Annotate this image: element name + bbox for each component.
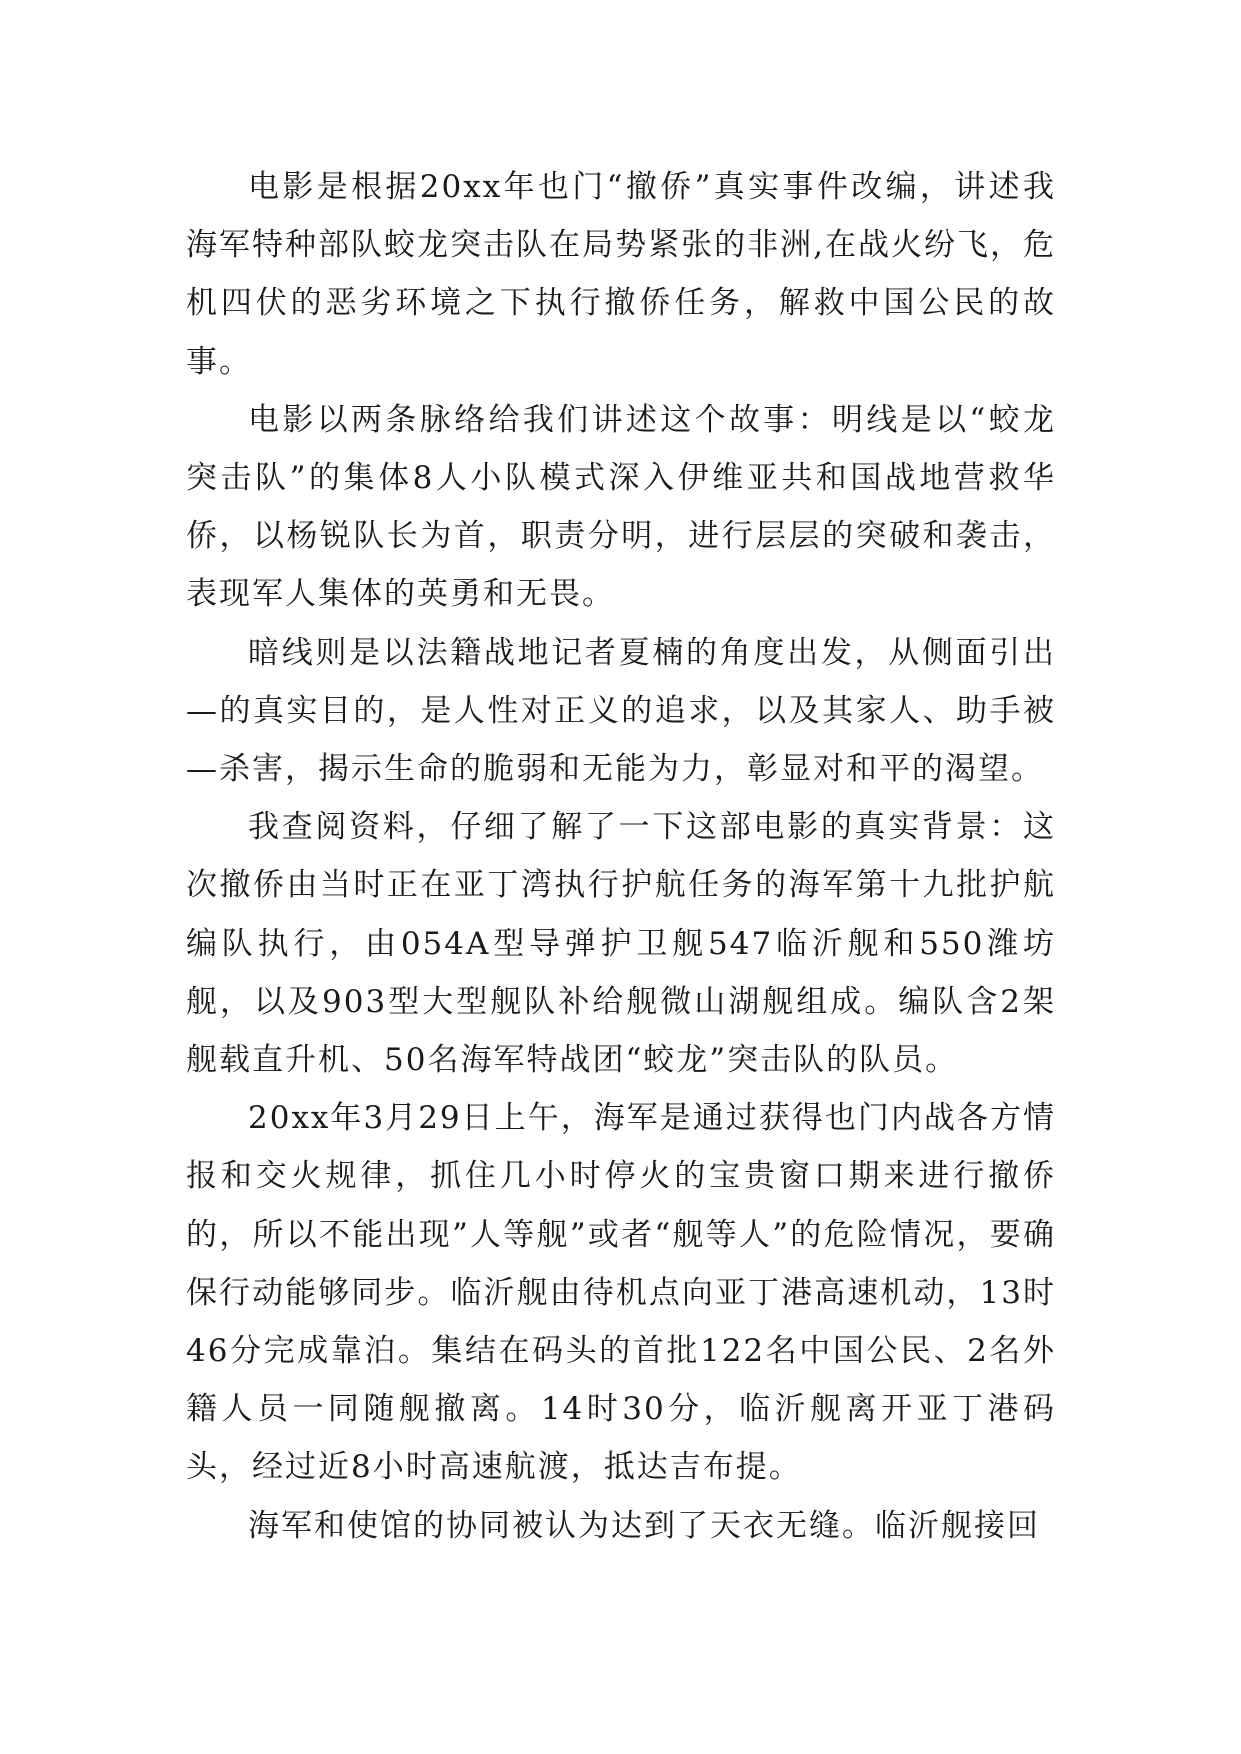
- paragraph-1: 电影是根据20xx年也门“撤侨”真实事件改编，讲述我海军特种部队蛟龙突击队在局势紧张的非洲,在战火纷飞，危机四伏的恶劣环境之下执行撤侨任务，解救中国公民的故事。: [186, 169, 1056, 380]
- paragraph-2: 电影以两条脉络给我们讲述这个故事：明线是以“蛟龙突击队”的集体8人小队模式深入伊维亚共和国战地营救华侨，以杨锐队长为首，职责分明，进行层层的突破和袭击，表现军人集体的英勇和无畏。: [186, 401, 1056, 613]
- paragraph-5: 20xx年3月29日上午，海军是通过获得也门内战各方情报和交火规律，抓住几小时停火的宝贵窗口期来进行撤侨的，所以不能出现”人等舰”或者“舰等人”的危险情况，要确保行动能够同步。临沂舰由待机点向亚丁港高速机动，13时46分完成靠泊。集结在码头的首批122名中国公民、2名外籍人员一同随舰撤离。14时30分，临沂舰离开亚丁港码头，经过近8小时高速航渡，抵达吉布提。: [186, 1100, 1056, 1486]
- paragraph-6: 海军和使馆的协同被认为达到了天衣无缝。临沂舰接回: [248, 1507, 1040, 1544]
- document-body: [186, 158, 1056, 1555]
- paragraph-4: 我查阅资料，仔细了解了一下这部电影的真实背景：这次撤侨由当时正在亚丁湾执行护航任务的海军第十九批护航编队执行，由054A型导弹护卫舰547临沂舰和550潍坊舰，以及903型大型舰队补给舰微山湖舰组成。编队含2架舰载直升机、50名海军特战团“蛟龙”突击队的队员。: [186, 809, 1056, 1079]
- paragraph-3: 暗线则是以法籍战地记者夏楠的角度出发，从侧面引出—的真实目的，是人性对正义的追求，以及其家人、助手被—杀害，揭示生命的脆弱和无能为力，彰显对和平的渴望。: [186, 634, 1056, 788]
